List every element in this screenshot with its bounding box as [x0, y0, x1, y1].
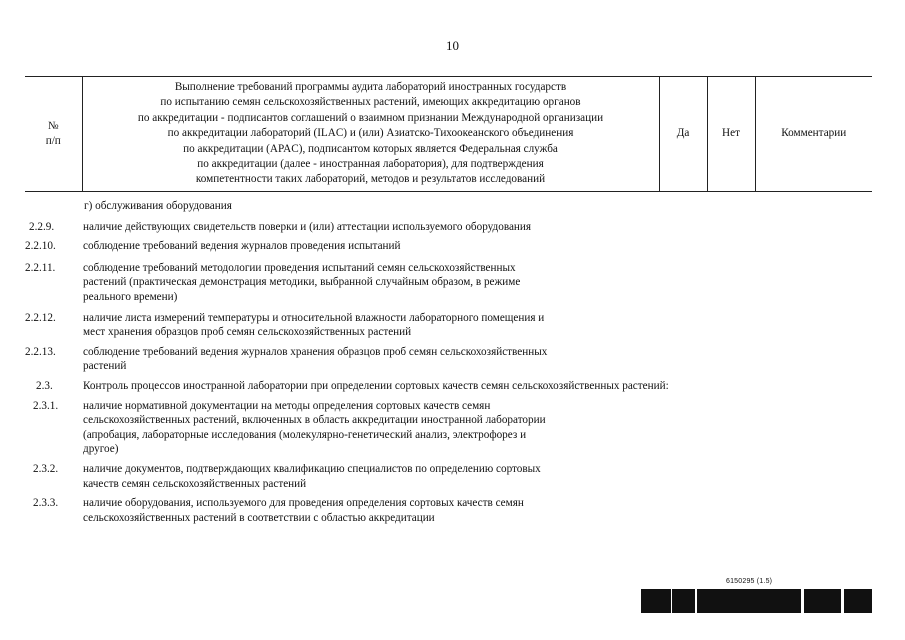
row-text-line: качеств семян сельскохозяйственных растений	[83, 477, 307, 490]
row-text	[83, 311, 618, 340]
barcode-bar	[849, 589, 851, 613]
barcode-bar	[672, 589, 674, 613]
barcode-bar	[777, 589, 779, 613]
header-yes-label: Да	[676, 127, 690, 140]
row-number: 2.3.2.	[33, 462, 59, 475]
row-text-line: (апробация, лабораторные исследования (молекулярно-генетический анализ, электрофорез и	[83, 428, 527, 441]
barcode-bar	[731, 589, 734, 613]
barcode-bar	[737, 589, 738, 613]
row-text-line: наличие нормативной документации на методы определения сортовых качеств семян	[83, 399, 491, 412]
barcode-bar	[810, 589, 812, 613]
header-title-line: по аккредитации (далее - иностранная лаборатория), для подтверждения	[197, 158, 544, 171]
header-title-line: компетентности таких лабораторий, методов и результатов исследований	[195, 173, 546, 186]
barcode-bar	[790, 589, 791, 613]
barcode-bar	[807, 589, 808, 613]
barcode-bar	[791, 589, 793, 613]
barcode-bar	[693, 589, 695, 613]
barcode-bar	[809, 589, 810, 613]
barcode-image	[640, 589, 872, 613]
barcode-bar	[668, 589, 670, 613]
header-no-cell	[707, 77, 755, 192]
barcode-bar	[697, 589, 700, 613]
barcode-bar	[851, 589, 853, 613]
barcode-bar	[863, 589, 866, 613]
row-number: 2.2.10.	[25, 240, 56, 253]
row-number: 2.2.11.	[25, 261, 56, 274]
header-table	[25, 76, 872, 192]
barcode-bar	[771, 589, 774, 613]
row-text-line: соблюдение требований методологии проведения испытаний семян сельскохозяйственных	[83, 261, 516, 274]
barcode-bar	[839, 589, 840, 613]
barcode-bar	[727, 589, 730, 613]
row-text	[83, 220, 618, 235]
barcode-bar	[800, 589, 801, 613]
checklist-row	[25, 379, 875, 394]
barcode-bar	[853, 589, 855, 613]
row-text-line: другое)	[83, 443, 119, 456]
barcode-bar	[689, 589, 690, 613]
barcode-bar	[860, 589, 861, 613]
barcode-label: 6150295 (1.5)	[726, 578, 773, 585]
barcode-bar	[734, 589, 737, 613]
barcode-bar	[796, 589, 798, 613]
barcode-bar	[774, 589, 777, 613]
row-text-line: реального времени)	[83, 290, 178, 303]
barcode-bar	[769, 589, 771, 613]
barcode-bar	[701, 589, 704, 613]
barcode-bar	[682, 589, 684, 613]
barcode-bar	[861, 589, 863, 613]
barcode-bar	[756, 589, 758, 613]
barcode-bar	[712, 589, 715, 613]
checklist-row	[25, 261, 875, 305]
barcode-bar	[827, 589, 828, 613]
header-title-line: Выполнение требований программы аудита лабораторий иностранных государств	[174, 81, 567, 93]
barcode-bar	[692, 589, 693, 613]
barcode-bar	[666, 589, 668, 613]
barcode-bar	[836, 589, 839, 613]
row-text	[83, 399, 618, 457]
barcode-bar	[747, 589, 748, 613]
barcode-bar	[675, 589, 677, 613]
row-text-line: Контроль процессов иностранной лаборатории при определении сортовых качеств семян сельскохозяйственных растений:	[83, 379, 669, 392]
barcode-bar	[779, 589, 782, 613]
header-no-label: Нет	[722, 127, 740, 140]
barcode-bar	[857, 589, 860, 613]
row-text	[83, 261, 618, 305]
barcode-bar	[818, 589, 821, 613]
barcode-bar	[847, 589, 849, 613]
barcode-bar	[641, 589, 642, 613]
barcode-bar	[783, 589, 786, 613]
header-title	[83, 77, 659, 191]
barcode-bar	[700, 589, 701, 613]
barcode-bar	[661, 589, 664, 613]
barcode-bar	[821, 589, 822, 613]
row-number: 2.3.	[36, 379, 53, 392]
barcode-bar	[755, 589, 756, 613]
row-number: 2.3.3.	[33, 497, 59, 510]
barcode-bar	[657, 589, 658, 613]
checklist-row	[25, 199, 875, 214]
header-title-line: по аккредитации лабораторий (ILAC) и (или) Азиатско-Тихоокеанского объединения	[167, 127, 574, 140]
barcode-bar	[717, 589, 719, 613]
checklist-row	[25, 345, 875, 374]
row-number: 2.2.13.	[25, 345, 56, 358]
barcode-bar	[831, 589, 832, 613]
barcode-bar	[804, 589, 805, 613]
barcode-bar	[651, 589, 654, 613]
barcode-bar	[648, 589, 651, 613]
row-text-line: соблюдение требований ведения журналов проведения испытаний	[83, 240, 401, 253]
barcode-bar	[688, 589, 689, 613]
row-text-line: сельскохозяйственных растений, включенных в область аккредитации иностранной лаборатории	[83, 414, 546, 427]
barcode-bar	[687, 589, 688, 613]
checklist-row	[25, 239, 875, 254]
barcode-bar	[680, 589, 682, 613]
checklist-rows	[25, 199, 875, 530]
barcode-bar	[719, 589, 722, 613]
row-text-line: растений (практическая демонстрация методики, выбранной случайным образом, в режиме	[83, 276, 521, 289]
barcode-bar	[834, 589, 835, 613]
barcode-bar	[750, 589, 752, 613]
barcode-bar	[745, 589, 746, 613]
barcode-bar	[644, 589, 645, 613]
barcode-bar	[748, 589, 750, 613]
barcode-bar	[798, 589, 799, 613]
barcode-bar	[709, 589, 712, 613]
barcode-bar	[752, 589, 755, 613]
barcode-bar	[654, 589, 657, 613]
row-text-line: наличие листа измерений температуры и относительной влажности лабораторного помещения и	[83, 311, 545, 324]
barcode-bar	[824, 589, 827, 613]
barcode-bar	[645, 589, 648, 613]
header-comments-cell	[755, 77, 872, 192]
barcode-bar	[822, 589, 824, 613]
row-text-line: соблюдение требований ведения журналов хранения образцов проб семян сельскохозяйственных	[83, 345, 548, 358]
header-title-line: по аккредитации (APAC), подписантом которых является Федеральная служба	[183, 142, 558, 155]
row-text	[83, 239, 618, 254]
barcode-bar	[866, 589, 868, 613]
row-text	[83, 496, 618, 525]
barcode-bar	[782, 589, 783, 613]
barcode-bar	[722, 589, 723, 613]
barcode-bar	[739, 589, 741, 613]
page-number: 10	[446, 38, 459, 53]
row-text-line: сельскохозяйственных растений в соответствии с областью аккредитации	[83, 511, 435, 524]
barcode-bar	[808, 589, 809, 613]
barcode-bar	[706, 589, 709, 613]
barcode-bar	[743, 589, 745, 613]
barcode-bar	[845, 589, 847, 613]
checklist-row	[25, 220, 875, 235]
barcode-bar	[805, 589, 807, 613]
row-text	[83, 462, 618, 491]
header-title-cell	[82, 77, 659, 192]
barcode-bar	[793, 589, 796, 613]
barcode-bar	[835, 589, 836, 613]
barcode-bar	[726, 589, 727, 613]
header-num-cell	[25, 77, 82, 192]
row-text-line: наличие оборудования, используемого для проведения определения сортовых качеств семян	[83, 497, 524, 510]
barcode-bar	[758, 589, 761, 613]
barcode-bar	[868, 589, 869, 613]
barcode-bar	[746, 589, 747, 613]
barcode-bar	[738, 589, 739, 613]
row-number: 2.3.1.	[33, 399, 59, 412]
checklist-row	[25, 399, 875, 457]
barcode-bar	[677, 589, 680, 613]
barcode-bar	[844, 589, 845, 613]
barcode-bar	[828, 589, 831, 613]
barcode-bar	[764, 589, 766, 613]
row-text-line: мест хранения образцов проб семян сельскохозяйственных растений	[83, 326, 412, 339]
barcode-bar	[741, 589, 743, 613]
barcode-bar	[812, 589, 814, 613]
barcode-bar	[799, 589, 800, 613]
header-yes-cell	[659, 77, 707, 192]
barcode-bar	[817, 589, 818, 613]
checklist-row	[25, 311, 875, 340]
barcode-bar	[690, 589, 692, 613]
barcode-bar	[684, 589, 687, 613]
barcode-bar	[832, 589, 834, 613]
barcode-bar	[723, 589, 724, 613]
barcode-bar	[665, 589, 666, 613]
barcode-bar	[840, 589, 841, 613]
row-text-line: наличие документов, подтверждающих квалификацию специалистов по определению сортовых	[83, 462, 541, 475]
barcode-bar	[704, 589, 706, 613]
row-number: 2.2.9.	[29, 220, 55, 233]
barcode-bar	[855, 589, 857, 613]
row-text	[83, 379, 803, 394]
barcode-bar	[761, 589, 764, 613]
row-text-line: наличие действующих свидетельств поверки и (или) аттестации используемого оборудования	[83, 220, 532, 233]
barcode-bar	[787, 589, 790, 613]
barcode-bar	[642, 589, 644, 613]
row-text	[83, 345, 618, 374]
checklist-row	[25, 496, 875, 525]
header-title-line: по аккредитации - подписантов соглашений о взаимном признании Международной организации	[137, 111, 604, 124]
barcode-bar	[814, 589, 817, 613]
checklist-row	[25, 462, 875, 491]
barcode-bar	[766, 589, 769, 613]
header-comments-label: Комментарии	[781, 127, 847, 140]
row-text	[84, 199, 619, 214]
barcode-bar	[715, 589, 717, 613]
barcode-bar	[871, 589, 872, 613]
barcode-bar	[658, 589, 661, 613]
row-text-line: г) обслуживания оборудования	[84, 200, 232, 212]
header-title-line: по испытанию семян сельскохозяйственных растений, имеющих аккредитацию органов	[160, 96, 581, 109]
barcode-bar	[730, 589, 731, 613]
header-num-label: № п/п	[45, 119, 61, 147]
barcode-bar	[724, 589, 726, 613]
barcode-bar	[869, 589, 871, 613]
row-text-line: растений	[83, 360, 127, 373]
row-number: 2.2.12.	[25, 311, 56, 324]
barcode-bar	[674, 589, 675, 613]
barcode-bar	[786, 589, 787, 613]
barcode-bar	[664, 589, 665, 613]
barcode-bar	[670, 589, 671, 613]
